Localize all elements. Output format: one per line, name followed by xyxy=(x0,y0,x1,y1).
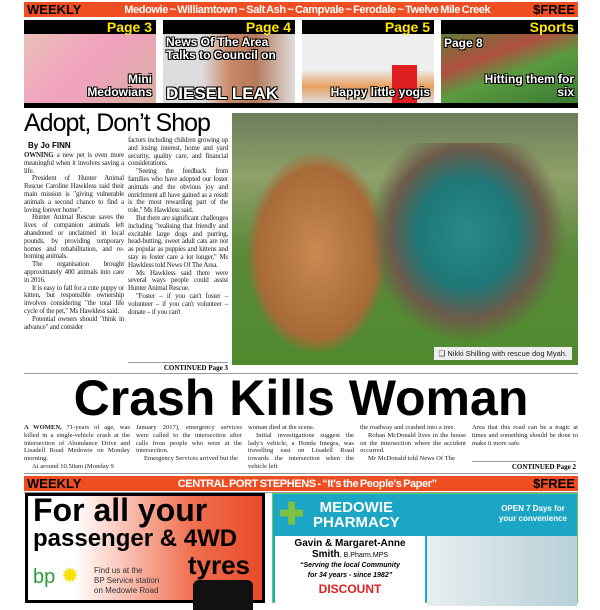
divider xyxy=(24,473,578,474)
lead-column-5: Area that this road can be a tragic at times and something should be done to make it more safe. xyxy=(472,424,578,447)
bottom-banner: WEEKLY CENTRAL PORT STEPHENS - “It's the People's Paper” $FREE xyxy=(24,476,578,491)
continued-link[interactable]: CONTINUED Page 2 xyxy=(472,461,576,471)
teaser-page-3[interactable]: Page 3 Mini Medowians xyxy=(24,20,156,103)
teaser-sports[interactable]: Sports Page 8 Hitting them for six xyxy=(441,20,578,103)
tyres-ad[interactable]: For all your passenger & 4WD tyres bp ✹ Find us at the BP Service station on Medowie Road xyxy=(25,493,265,603)
cross-icon: ✚ xyxy=(279,498,305,531)
photo-caption: ❑ Nikki Shilling with rescue dog Myah. xyxy=(434,347,572,360)
lead-column-3: woman died at the scene. Initial investigations suggest the lady's vehicle, a Honda Integra, was travelling east on Lisadell Road towards the intersection when the vehicle left xyxy=(248,424,354,470)
pharmacy-ad[interactable]: ✚ MEDOWIE PHARMACY OPEN 7 Days for your convenience Gavin & Margaret-Anne Smith, B.Pharm.MPS “Serving the local Community for 34 years - since 1982” DISCOUNT xyxy=(272,493,578,603)
lead-column-2: January 2017), emergency services were called to the intersection after calls from people who were at the intersection. Emergency Services arrived but the xyxy=(136,424,242,463)
lead-column-4: the roadway and crashed into a tree. Rohan McDonald lives in the house on the intersection where the accident occurred. Mr McDonald told News Of The xyxy=(360,424,466,463)
continued-link[interactable]: CONTINUED Page 3 xyxy=(128,362,228,372)
byline: By Jo FINN xyxy=(28,141,71,150)
top-banner: WEEKLY Medowie ~ Williamtown ~ Salt Ash ~ Campvale ~ Ferodale ~ Twelve Mile Creek $FREE xyxy=(24,2,578,17)
lead-headline: Crash Kills Woman xyxy=(73,370,529,426)
article-column-1: OWNING a new pet is even more meaningful when it involves saving a life. President of Hunter Animal Rescue Caroline Hawkless said their main mission is "giving vulnerable animals a second chance to find a loving forever home". Hunter Animal Rescue saves the lives of companion animals left abandoned or unclaimed in local pounds, by providing temporary homes and rehabilitation, and re-homing animals. The organisation brought approximately 400 animals into care in 2016. It is easy to fall for a cute puppy or kitten, but responsible ownership involves considering "the total life cycle of the pet," Ms Hawkless said. Potential owners should "think in advance" and consider xyxy=(24,151,124,331)
pharmacists-photo xyxy=(427,536,577,606)
article-headline: Adopt, Don’t Shop xyxy=(24,109,210,137)
bp-logo: bp ✹ xyxy=(33,563,80,588)
teaser-page-5[interactable]: Page 5 Happy little yogis xyxy=(302,20,434,103)
tyre-icon xyxy=(193,580,253,610)
divider xyxy=(24,103,578,108)
lead-column-1: A WOMEN, 71-years of age, was killed in a single-vehicle crash at the intersection of Abundance Drive and Lisadell Road Medowie on Monday morning. At around 10.50am (Monday 9 xyxy=(24,424,130,470)
article-photo xyxy=(232,113,578,365)
article-column-2: factors including children growing up and losing interest, home and yard security, quality care, and financial considerations. "Seeing the feedback from families who have adopted our foster animals and the obvious joy and enrichment all have gained as a result is the most rewarding part of the role," Ms Hawkless said. But there are significant challenges including "realising that friendly and excitable large dogs and purring, head-butting, sweet adult cats are not as popular as puppies and kittens and stay in foster care a lot longer," Ms Hawkless told News Of The Area. Ms Hawkless said there were several ways people could assist Hunter Animal Rescue. "Foster – if you can't foster – volunteer – if you can't volunteer – donate – if you can't xyxy=(128,136,228,316)
teaser-page-4[interactable]: Page 4 News Of The Area Talks to Council on DIESEL LEAK xyxy=(163,20,295,103)
